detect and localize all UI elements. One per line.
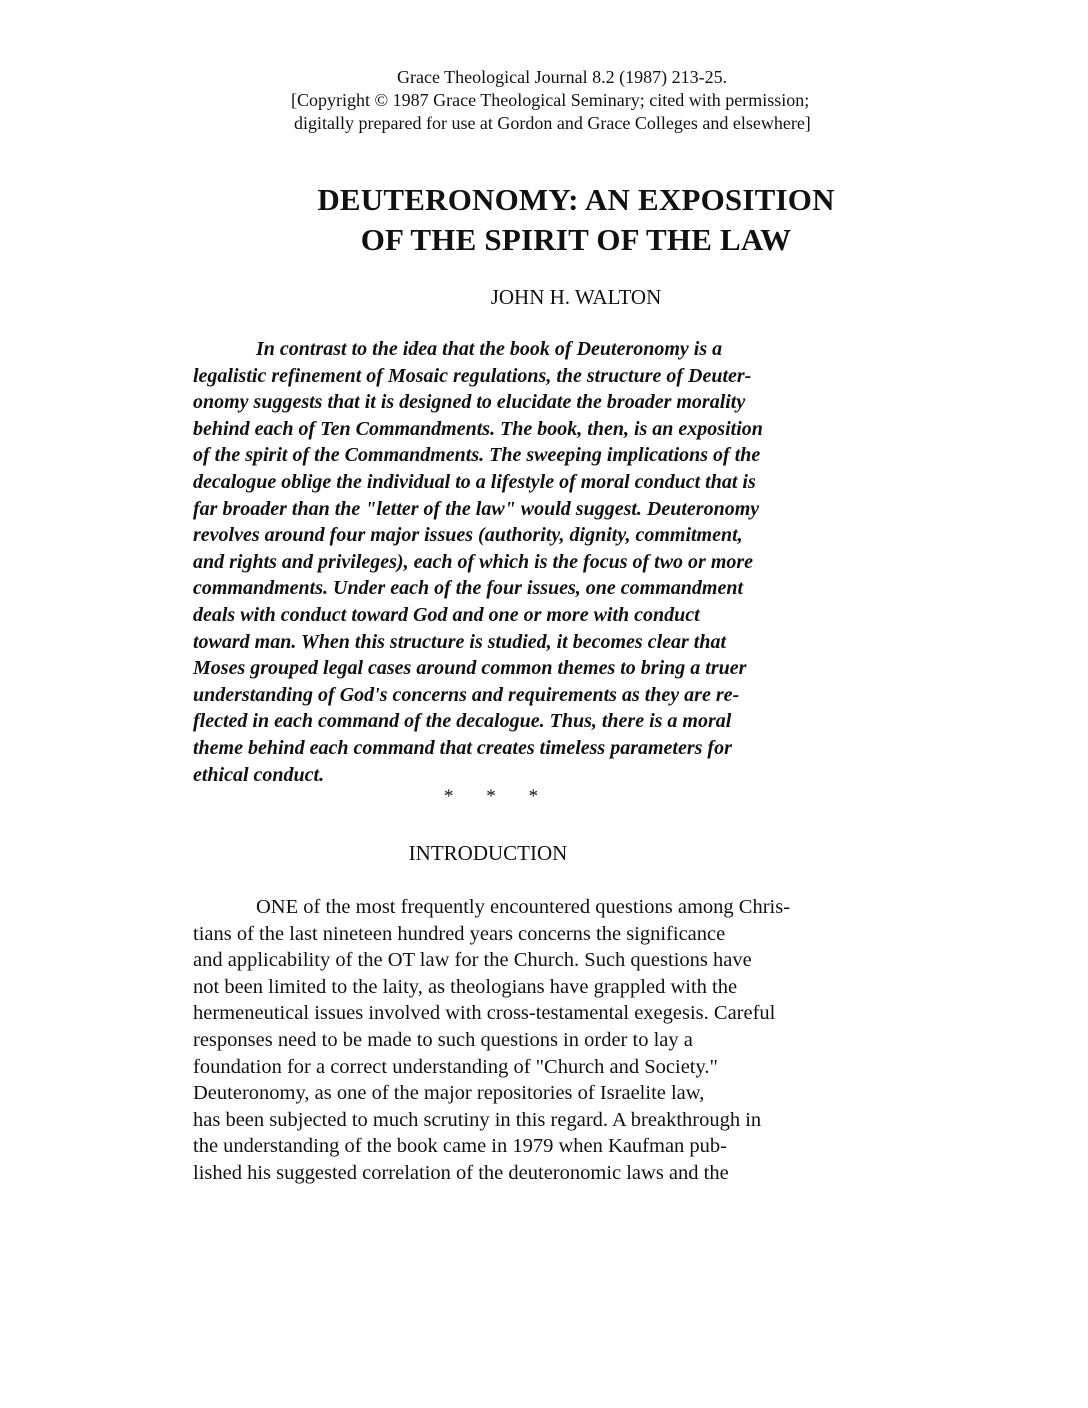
body-line: not been limited to the laity, as theologians have grappled with the: [193, 975, 738, 998]
abstract-line: theme behind each command that creates timeless parameters for: [193, 736, 732, 759]
copyright-notice: [Copyright © 1987 Grace Theological Seminary; cited with permission;: [291, 90, 810, 110]
abstract-line: ethical conduct.: [193, 763, 325, 786]
abstract-line: behind each of Ten Commandments. The book, then, is an exposition: [193, 417, 763, 440]
abstract-line: decalogue oblige the individual to a lifestyle of moral conduct that is: [193, 470, 756, 493]
abstract-line: onomy suggests that it is designed to elucidate the broader morality: [193, 391, 746, 414]
introduction-body: [193, 894, 873, 1187]
abstract-line: far broader than the "letter of the law" would suggest. Deuteronomy: [193, 497, 760, 520]
abstract-line: Moses grouped legal cases around common themes to bring a truer: [193, 657, 747, 680]
journal-citation: Grace Theological Journal 8.2 (1987) 213-25.: [397, 67, 728, 87]
abstract-line: of the spirit of the Commandments. The sweeping implications of the: [193, 444, 761, 467]
body-line: and applicability of the OT law for the Church. Such questions have: [193, 949, 752, 972]
article-title-line-1: DEUTERONOMY: AN EXPOSITION: [317, 182, 835, 217]
abstract-line: flected in each command of the decalogue. Thus, there is a moral: [193, 710, 732, 733]
digital-preparation-notice: digitally prepared for use at Gordon and Grace Colleges and elsewhere]: [294, 113, 811, 133]
abstract: [193, 336, 853, 788]
body-line: has been subjected to much scrutiny in this regard. A breakthrough in: [193, 1108, 762, 1131]
body-line: Deuteronomy, as one of the major repositories of Israelite law,: [193, 1082, 705, 1105]
body-line: ONE of the most frequently encountered questions among Chris-: [256, 896, 791, 918]
abstract-line: In contrast to the idea that the book of Deuteronomy is a: [256, 338, 723, 360]
body-line: foundation for a correct understanding of "Church and Society.": [193, 1055, 718, 1078]
article-title-line-2: OF THE SPIRIT OF THE LAW: [360, 222, 792, 257]
abstract-line: toward man. When this structure is studied, it becomes clear that: [193, 630, 727, 653]
body-line: hermeneutical issues involved with cross-testamental exegesis. Careful: [193, 1002, 776, 1025]
body-line: lished his suggested correlation of the deuteronomic laws and the: [193, 1161, 729, 1184]
body-line: tians of the last nineteen hundred years concerns the significance: [193, 922, 726, 945]
body-line: responses need to be made to such questions in order to lay a: [193, 1028, 693, 1051]
abstract-line: revolves around four major issues (authority, dignity, commitment,: [193, 524, 743, 547]
abstract-line: and rights and privileges), each of which is the focus of two or more: [193, 550, 754, 573]
abstract-line: legalistic refinement of Mosaic regulations, the structure of Deuter-: [193, 364, 752, 387]
abstract-line: commandments. Under each of the four issues, one commandment: [193, 577, 744, 600]
article-author: JOHN H. WALTON: [490, 285, 662, 309]
abstract-line: understanding of God's concerns and requirements as they are re-: [193, 683, 740, 706]
abstract-line: deals with conduct toward God and one or more with conduct: [193, 603, 700, 626]
introduction-heading: INTRODUCTION: [408, 841, 568, 865]
body-line: the understanding of the book came in 1979 when Kaufman pub-: [193, 1135, 728, 1158]
section-separator: * * *: [444, 786, 552, 807]
